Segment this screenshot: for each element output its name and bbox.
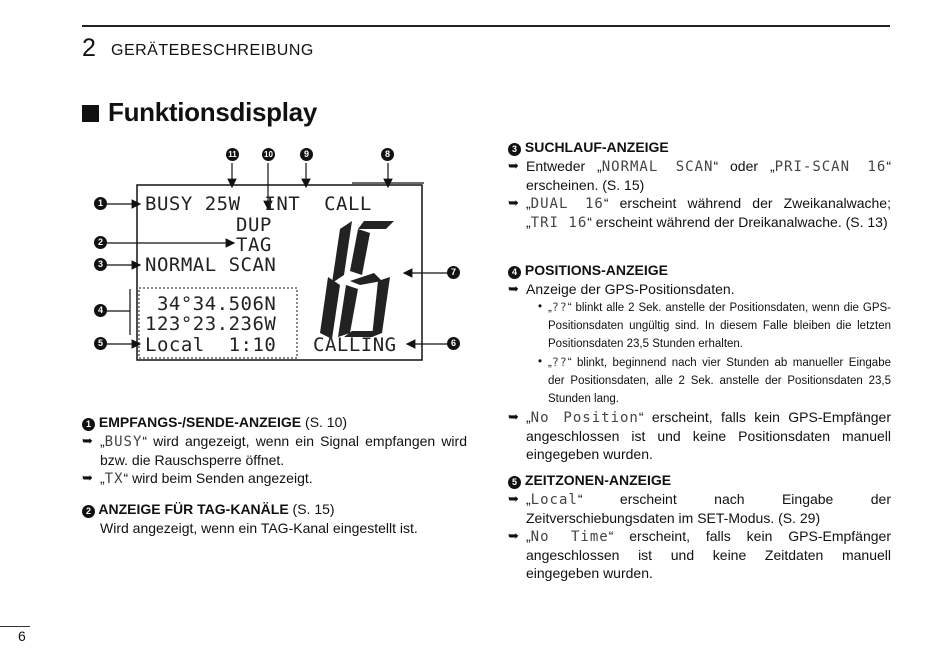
entry-1-ref: (S. 10): [301, 414, 348, 430]
callout-8: 8: [381, 148, 394, 161]
code-qq-2: ??: [551, 355, 568, 369]
code-normal-scan: NORMAL SCAN: [601, 159, 714, 175]
bullet-dot-icon: •: [538, 356, 543, 368]
entry-4-sub-1: “ blinkt alle 2 Sek. anstelle der Positionsdaten, wenn die GPS-Positionsdaten ungültig sind. In diesem Falle bleiben die letzten Positionsdaten 23,5 Stunden erhalten.: [548, 302, 891, 350]
callout-2: 2: [94, 236, 107, 249]
code-busy: BUSY: [104, 434, 143, 450]
lcd-tag: TAG: [236, 234, 272, 256]
entry-2: [82, 501, 467, 537]
entry-4-bullet-2: “ erscheint, falls kein GPS-Empfänger angeschlossen ist und keine Positionsdaten manuell eingegeben wurden.: [526, 409, 891, 462]
arrow-icon: ➥: [508, 528, 519, 543]
chapter-number: 2: [82, 34, 96, 62]
code-tri: TRI 16: [530, 215, 588, 231]
code-qq-1: ??: [551, 300, 568, 314]
chapter-title: GERÄTEBESCHREIBUNG: [111, 42, 314, 59]
section-title: Funktionsdisplay: [108, 97, 318, 127]
arrow-icon: ➥: [508, 409, 519, 424]
entry-4-title: POSITIONS-ANZEIGE: [524, 262, 669, 278]
entry-1-title: EMPFANGS-/SENDE-ANZEIGE: [98, 414, 302, 430]
channel-digits: [320, 221, 394, 339]
entry-1-badge: 1: [82, 418, 95, 431]
code-local: Local: [530, 492, 578, 508]
arrow-icon: ➥: [82, 470, 93, 485]
entry-2-badge: 2: [82, 505, 95, 518]
arrow-icon: ➥: [508, 158, 519, 173]
lcd-line1: BUSY 25W INT CALL: [145, 193, 372, 215]
lcd-diagram: [82, 145, 472, 370]
entry-2-title: ANZEIGE FÜR TAG-KANÄLE: [98, 501, 289, 517]
entry-5-bullet-2: “ erscheint, falls kein GPS-Empfänger angeschlossen ist und keine Zeitdaten manuell eingegeben wurden.: [526, 528, 891, 581]
callout-9: 9: [300, 148, 313, 161]
lcd-scan: NORMAL SCAN: [145, 254, 277, 276]
entry-1-bullet-1: “ wird angezeigt, wenn ein Signal empfangen wird bzw. die Rauschsperre öffnet.: [100, 433, 467, 468]
arrow-icon: ➥: [508, 195, 519, 210]
entry-5: 5 ZEITZONEN-ANZEIGE ➥ „Local“ erscheint nach Eingabe der Zeitverschiebungsdaten im SET-Modus. (S. 29) ➥ „No Time“ erscheint, falls kein GPS-Empfänger angeschlossen ist und keine Zeitdaten manuell eingegeben wurden.: [508, 472, 891, 581]
callout-3: 3: [94, 258, 107, 271]
entry-3: 3 SUCHLAUF-ANZEIGE ➥ Entweder „NORMAL SCAN“ oder „PRI-SCAN 16“ erscheinen. (S. 15) ➥ „DUAL 16“ erscheint während der Zweikanalwache; „TRI 16“ erscheint während der Dreikanalwache. (S. 13): [508, 139, 892, 231]
code-dual: DUAL 16: [530, 196, 604, 212]
entry-3-b1-mid: “ oder „: [713, 158, 775, 174]
callout-10: 10: [262, 148, 275, 161]
lcd-longitude: 123°23.236W: [145, 313, 277, 335]
code-no-time: No Time: [530, 529, 609, 545]
lcd-local-time: Local 1:10: [145, 334, 277, 356]
arrow-icon: ➥: [508, 281, 519, 296]
entry-2-ref: (S. 15): [288, 501, 335, 517]
entry-3-b2-mid: “ erscheint während der Zweikanalwache; „: [526, 195, 891, 230]
entry-3-b1-pre: Entweder „: [526, 158, 602, 174]
entry-1: 1 EMPFANGS-/SENDE-ANZEIGE (S. 10) ➥ „BUSY“ wird angezeigt, wenn ein Signal empfangen wird bzw. die Rauschsperre öffnet. ➥ „TX“ wird beim Senden angezeigt.: [82, 414, 467, 487]
code-no-position: No Position: [530, 410, 639, 426]
code-pri-scan: PRI-SCAN 16: [774, 159, 887, 175]
code-tx: TX: [104, 471, 124, 487]
page-number-rule: [0, 626, 30, 627]
bullet-dot-icon: •: [538, 301, 543, 313]
header-rule: [82, 25, 890, 27]
lcd-diagram-svg: [82, 145, 472, 370]
page-number: 6: [18, 628, 26, 644]
entry-4-bullet-1: Anzeige der GPS-Positionsdaten.: [526, 281, 735, 297]
entry-5-bullet-1: “ erscheint nach Eingabe der Zeitverschiebungsdaten im SET-Modus. (S. 29): [526, 491, 891, 526]
lcd-calling: CALLING: [313, 334, 397, 356]
entry-5-badge: 5: [508, 476, 521, 489]
lcd-dup: DUP: [236, 214, 272, 236]
entry-3-title: SUCHLAUF-ANZEIGE: [524, 139, 669, 155]
callout-5: 5: [94, 337, 107, 350]
entry-1-bullet-2: “ wird beim Senden angezeigt.: [123, 470, 313, 486]
lcd-latitude: 34°34.506N: [145, 293, 277, 315]
callout-1: 1: [94, 197, 107, 210]
entry-4-badge: 4: [508, 266, 521, 279]
callout-6: 6: [447, 337, 460, 350]
entry-4-sub-2: “ blinkt, beginnend nach vier Stunden ab manueller Eingabe der Positionsdaten, alle 2 Sek. anstelle der Positionsdaten 23,5 Stunden lang.: [548, 357, 891, 405]
entry-3-badge: 3: [508, 143, 521, 156]
arrow-icon: ➥: [508, 491, 519, 506]
entry-2-text: Wird angezeigt, wenn ein TAG-Kanal eingestellt ist.: [100, 520, 418, 536]
arrow-icon: ➥: [82, 433, 93, 448]
callout-4: 4: [94, 304, 107, 317]
callout-11: 11: [226, 148, 239, 161]
entry-4: 4 POSITIONS-ANZEIGE ➥ Anzeige der GPS-Positionsdaten. • „??“ blinkt alle 2 Sek. anstelle der Positionsdaten, wenn die GPS-Positionsdaten ungültig sind. In diesem Falle bleiben die letzten Positionsdaten 23,5 Stunden erhalten. • „??“ blinkt, beginnend nach vier Stunden ab manueller Eingabe der Positionsdaten, alle 2 Sek. anstelle der Positionsdaten 23,5 Stunden lang. ➥ „No Position“ erscheint, falls kein GPS-Empfänger angeschlossen ist und keine Positionsdaten manuell eingegeben wurden.: [508, 262, 891, 462]
section-square-icon: [82, 105, 99, 122]
callout-7: 7: [447, 266, 460, 279]
entry-5-title: ZEITZONEN-ANZEIGE: [524, 472, 672, 488]
entry-3-b1-post: “ erscheinen. (S. 15): [526, 158, 892, 193]
entry-3-b2-post: “ erscheint während der Dreikanalwache. (S. 13): [587, 214, 888, 230]
